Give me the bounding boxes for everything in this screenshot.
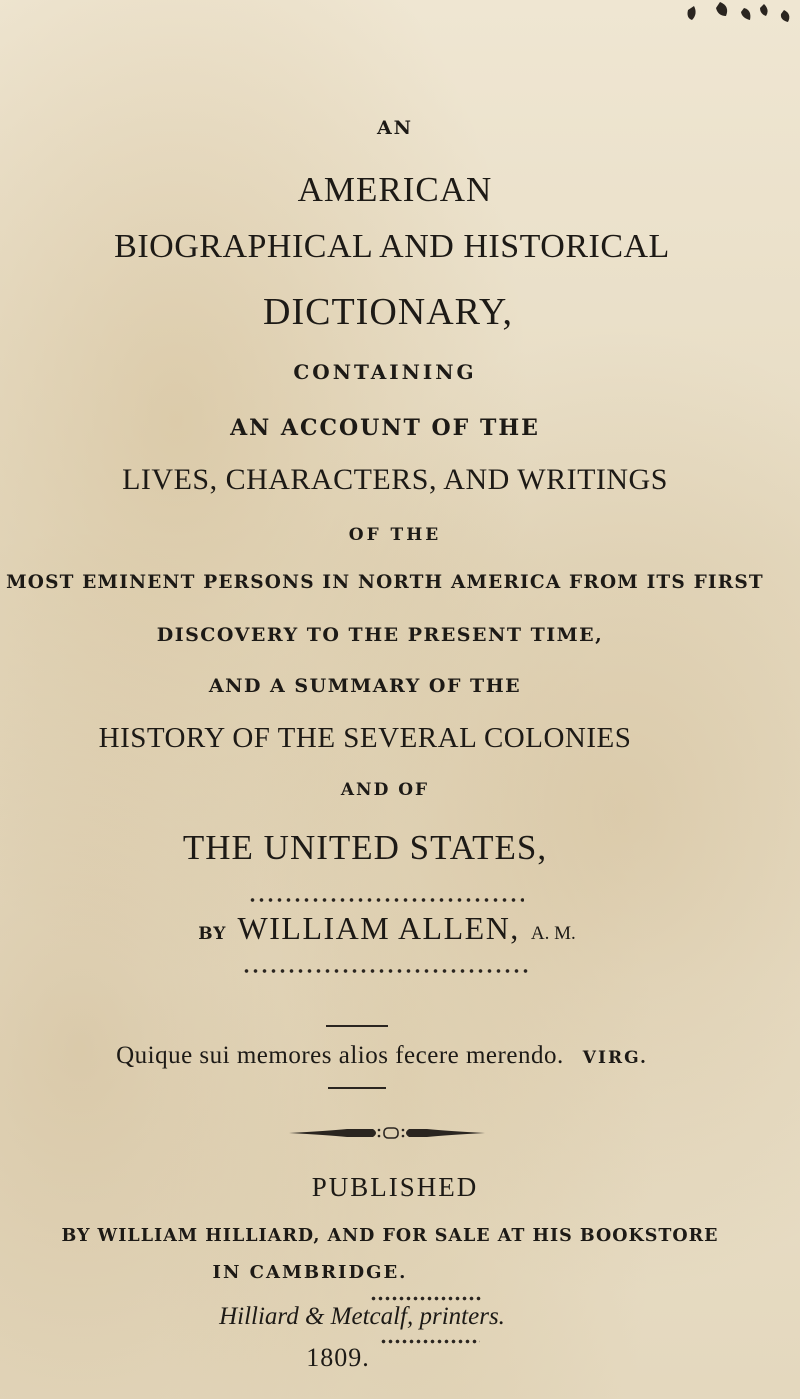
author-line [0, 910, 787, 947]
heading-discovery: DISCOVERY TO THE PRESENT TIME, [156, 624, 604, 646]
heading-dictionary: DICTIONARY, [263, 291, 513, 333]
motto-line [0, 1042, 782, 1070]
heading-history: HISTORY OF THE SEVERAL COLONIES [98, 722, 632, 754]
heading-most-eminent: MOST EMINENT PERSONS IN NORTH AMERICA FROM ITS FIRST [6, 572, 764, 593]
heading-account: AN ACCOUNT OF THE [230, 415, 540, 441]
ornament-dots-printers-top [370, 1296, 482, 1301]
heading-lives: LIVES, CHARACTERS, AND WRITINGS [122, 463, 668, 496]
heading-containing: CONTAINING [293, 360, 477, 384]
publisher-line: BY WILLIAM HILLIARD, AND FOR SALE AT HIS BOOKSTORE [61, 1226, 719, 1246]
rule-above-motto [326, 1025, 388, 1027]
place-line: IN CAMBRIDGE. [212, 1262, 408, 1283]
heading-biographical: BIOGRAPHICAL AND HISTORICAL [114, 228, 670, 265]
heading-american: AMERICAN [297, 170, 493, 209]
heading-of-the: OF THE [348, 525, 442, 545]
printers-line: Hilliard & Metcalf, printers. [219, 1303, 505, 1330]
author-by: BY [198, 924, 227, 944]
author-degree: A. M. [530, 923, 576, 944]
publication-year: 1809. [306, 1343, 370, 1372]
rule-below-motto [328, 1087, 386, 1089]
motto-source: VIRG. [582, 1048, 648, 1068]
ornament-dots-bottom [242, 968, 530, 974]
motto-text: Quique sui memores alios fecere merendo. [116, 1042, 564, 1069]
corner-damage-marks [680, 0, 800, 40]
heading-summary: AND A SUMMARY OF THE [208, 675, 522, 697]
heading-and-of: AND OF [340, 780, 430, 800]
ornament-dots-top [248, 897, 524, 903]
printers-ornament [287, 1125, 487, 1141]
published-heading: PUBLISHED [311, 1172, 479, 1202]
heading-an: AN [376, 117, 414, 139]
heading-united-states: THE UNITED STATES, [182, 828, 548, 867]
author-name: WILLIAM ALLEN, [237, 910, 520, 946]
